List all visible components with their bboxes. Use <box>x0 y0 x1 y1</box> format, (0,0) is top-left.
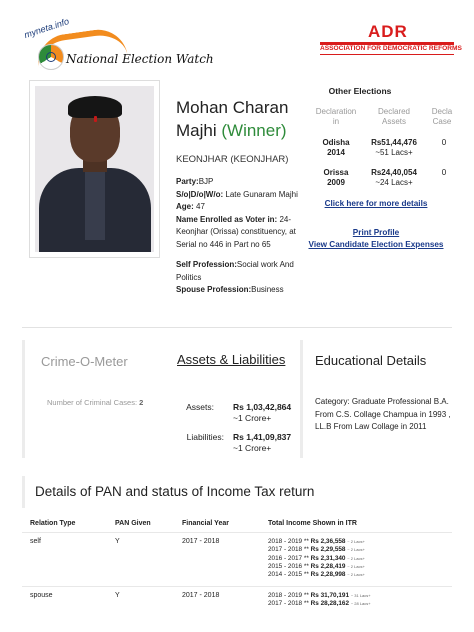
itr-entry: 2017 - 2018 ** Rs 2,29,558 ~ 2 Lacs+ <box>268 546 365 554</box>
election-assets: Rs51,44,476 ~51 Lacs+ <box>371 138 417 157</box>
election-name: Odisha 2014 <box>322 138 350 157</box>
spouse-profession-label: Spouse Profession: <box>176 285 252 294</box>
relation-value: Late Gunaram Majhi <box>223 189 298 199</box>
divider <box>22 327 452 328</box>
educational-details-title: Educational Details <box>315 353 427 368</box>
self-profession-label: Self Profession: <box>176 260 237 269</box>
pan-given-cell: Y <box>115 592 120 599</box>
other-elections-title: Other Elections <box>328 86 392 96</box>
crime-o-meter-section <box>22 340 162 458</box>
itr-entry: 2018 - 2019 ** Rs 31,70,191 ~ 31 Lacs+ <box>268 592 371 599</box>
election-expenses-link[interactable]: View Candidate Election Expenses <box>308 240 444 249</box>
candidate-name <box>176 96 306 142</box>
relation-cell: spouse <box>30 592 53 599</box>
relation-label: S/o|D/o|W/o: <box>176 189 224 199</box>
constituency: KEONJHAR (KEONJHAR) <box>176 154 289 165</box>
age-value: 47 <box>193 202 205 211</box>
national-election-watch-logo[interactable] <box>22 16 214 74</box>
header <box>0 0 474 80</box>
adr-subtitle: ASSOCIATION FOR DEMOCRATIC REFORMS <box>320 45 462 52</box>
pan-section-title: Details of PAN and status of Income Tax return <box>35 484 315 499</box>
table-divider <box>22 532 452 533</box>
column-header-pan: PAN Given <box>115 520 151 527</box>
age-label: Age: <box>176 202 194 211</box>
assets-value: Rs 1,03,42,864 ~1 Crore+ <box>233 402 292 423</box>
itr-entry: 2018 - 2019 ** Rs 2,36,558 ~ 2 Lacs+ <box>268 538 365 545</box>
assets-liabilities-link[interactable]: Assets & Liabilities <box>177 352 286 367</box>
itr-entry: 2017 - 2018 ** Rs 28,28,162 ~ 28 Lacs+ <box>268 600 371 608</box>
election-assets: Rs24,40,054 ~24 Lacs+ <box>371 168 417 187</box>
column-header-declaration: Declaration in <box>315 107 357 126</box>
more-details-link[interactable]: Click here for more details <box>324 199 428 208</box>
election-cases: 0 <box>441 168 447 177</box>
print-profile-link[interactable]: Print Profile <box>352 228 400 237</box>
column-header-cases: Decla Case <box>431 107 453 126</box>
winner-badge: (Winner) <box>221 121 287 140</box>
chakra-icon <box>46 52 56 62</box>
column-header-financial-year: Financial Year <box>182 520 229 527</box>
adr-divider <box>320 54 454 55</box>
voter-value: 24-Keonjhar (Orissa) constituency, at Serial no 446 in Part no 65 <box>176 214 296 249</box>
candidate-photo <box>35 86 154 252</box>
self-profession-value: Social work And Politics <box>176 260 294 282</box>
financial-year-cell: 2017 - 2018 <box>182 538 220 545</box>
candidate-details <box>176 176 298 297</box>
financial-year-cell: 2017 - 2018 <box>182 592 220 599</box>
relation-cell: self <box>30 538 41 545</box>
spouse-profession-value: Business <box>251 285 284 294</box>
candidate-photo-frame <box>29 80 160 258</box>
itr-entry: 2014 - 2015 ** Rs 2,28,998 ~ 2 Lacs+ <box>268 571 365 579</box>
election-name: Orissa 2009 <box>323 168 349 187</box>
party-value: BJP <box>198 177 214 186</box>
crime-o-meter-title: Crime-O-Meter <box>41 354 128 369</box>
party-label: Party: <box>176 177 199 186</box>
adr-logo[interactable] <box>318 22 462 62</box>
assets-liabilities-section <box>177 352 285 367</box>
table-divider <box>22 586 452 587</box>
column-header-relation: Relation Type <box>30 520 76 527</box>
site-title: National Election Watch <box>66 52 214 66</box>
itr-cell <box>268 538 365 579</box>
adr-logo-text: ADR <box>368 22 408 41</box>
assets-label: Assets: <box>186 402 214 412</box>
pan-section-header <box>22 476 452 508</box>
liabilities-value: Rs 1,41,09,837 ~1 Crore+ <box>233 432 292 453</box>
column-header-assets: Declared Assets <box>377 107 410 126</box>
educational-details-section <box>300 340 460 458</box>
itr-cell <box>268 592 371 609</box>
educational-details-text: Category: Graduate Professional B.A. From C.S. Collage Champua in 1993 , LL.B From Law Collage in 2011 <box>315 397 451 431</box>
voter-label: Name Enrolled as Voter in: <box>176 214 278 224</box>
election-cases: 0 <box>441 138 447 147</box>
criminal-cases-count: Number of Criminal Cases: 2 <box>47 398 144 407</box>
liabilities-label: Liabilities: <box>186 432 224 442</box>
candidate-name-text: Mohan Charan Majhi <box>176 98 289 140</box>
itr-entry: 2016 - 2017 ** Rs 2,31,340 ~ 2 Lacs+ <box>268 554 365 562</box>
myneta-text: myneta.info <box>22 16 71 40</box>
pan-given-cell: Y <box>115 538 120 545</box>
itr-entry: 2015 - 2016 ** Rs 2,28,419 ~ 2 Lacs+ <box>268 562 365 570</box>
column-header-itr: Total Income Shown in ITR <box>268 520 357 527</box>
